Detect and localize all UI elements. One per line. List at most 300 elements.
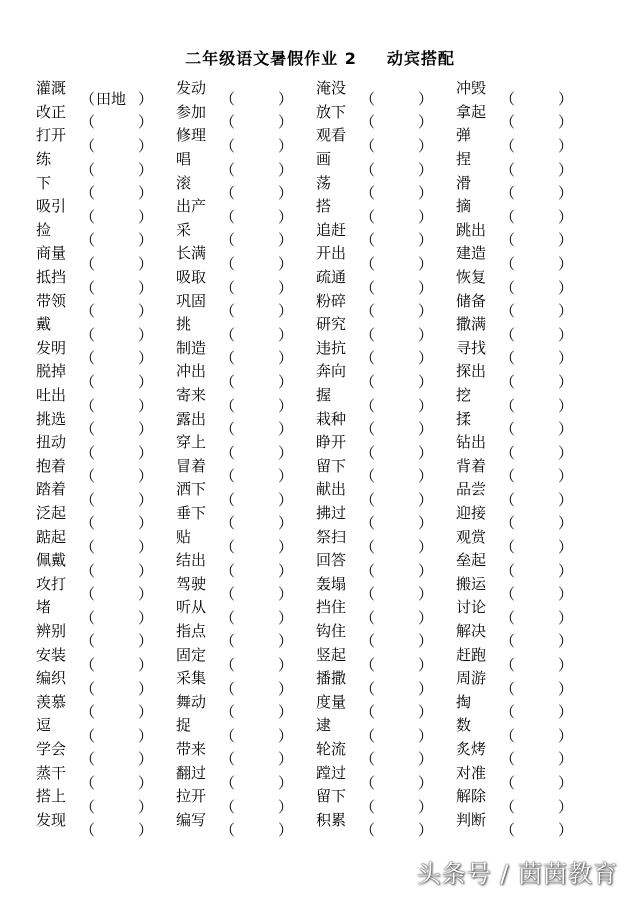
exercise-item	[456, 573, 596, 604]
exercise-item	[176, 266, 316, 297]
close-paren: ）	[558, 278, 574, 297]
exercise-item	[456, 667, 596, 698]
exercise-item	[316, 785, 456, 816]
open-paren: （	[500, 443, 516, 462]
exercise-item	[316, 714, 456, 745]
open-paren: （	[360, 821, 376, 840]
exercise-item	[176, 219, 316, 250]
verb-word: 挑选	[36, 409, 67, 428]
verb-word: 踏着	[36, 480, 67, 499]
exercise-item	[316, 549, 456, 580]
close-paren: ）	[138, 750, 154, 769]
close-paren: ）	[138, 184, 154, 203]
exercise-item	[456, 172, 596, 203]
open-paren: （	[500, 467, 516, 486]
open-paren: （	[220, 561, 236, 580]
open-paren: （	[500, 514, 516, 533]
exercise-item	[36, 172, 176, 203]
verb-word: 判断	[456, 810, 487, 829]
open-paren: （	[80, 372, 96, 391]
open-paren: （	[80, 726, 96, 745]
open-paren: （	[80, 325, 96, 344]
open-paren: （	[500, 349, 516, 368]
close-paren: ）	[278, 160, 294, 179]
exercise-item	[176, 313, 316, 344]
exercise-item	[456, 549, 596, 580]
close-paren: ）	[418, 490, 434, 509]
open-paren: （	[220, 207, 236, 226]
close-paren: ）	[418, 420, 434, 439]
close-paren: ）	[138, 632, 154, 651]
exercise-item	[316, 809, 456, 840]
close-paren: ）	[418, 821, 434, 840]
close-paren: ）	[278, 302, 294, 321]
exercise-item	[176, 762, 316, 793]
open-paren: （	[360, 726, 376, 745]
exercise-item	[456, 455, 596, 486]
verb-word: 观赏	[456, 527, 487, 546]
close-paren: ）	[558, 254, 574, 273]
verb-word: 结出	[176, 551, 207, 570]
exercise-item	[456, 148, 596, 179]
open-paren: （	[220, 538, 236, 557]
close-paren: ）	[278, 325, 294, 344]
exercise-item	[36, 478, 176, 509]
close-paren: ）	[278, 231, 294, 250]
exercise-row	[36, 76, 596, 108]
open-paren: （	[360, 396, 376, 415]
open-paren: （	[500, 136, 516, 155]
open-paren: （	[360, 136, 376, 155]
exercise-item	[456, 408, 596, 439]
verb-word: 垂下	[176, 503, 207, 522]
open-paren: （	[80, 254, 96, 273]
close-paren: ）	[278, 207, 294, 226]
close-paren: ）	[138, 420, 154, 439]
verb-word: 羡慕	[36, 692, 67, 711]
verb-word: 商量	[36, 244, 67, 263]
open-paren: （	[80, 136, 96, 155]
close-paren: ）	[278, 821, 294, 840]
verb-word: 堵	[36, 598, 52, 617]
verb-word: 观看	[316, 126, 347, 145]
close-paren: ）	[138, 490, 154, 509]
open-paren: （	[500, 231, 516, 250]
exercise-item	[36, 455, 176, 486]
exercise-item	[36, 337, 176, 368]
verb-word: 贴	[176, 527, 192, 546]
exercise-item	[176, 148, 316, 179]
exercise-item	[456, 242, 596, 273]
verb-word: 冲出	[176, 362, 207, 381]
exercise-item	[456, 478, 596, 509]
open-paren: （	[80, 585, 96, 604]
close-paren: ）	[558, 325, 574, 344]
title-main: 二年级语文暑假作业 2	[185, 49, 357, 68]
exercise-item	[456, 101, 596, 132]
open-paren: （	[220, 679, 236, 698]
exercise-item	[176, 360, 316, 391]
open-paren: （	[500, 254, 516, 273]
open-paren: （	[80, 656, 96, 675]
exercise-item	[36, 691, 176, 722]
close-paren: ）	[138, 325, 154, 344]
verb-word: 积累	[316, 810, 347, 829]
close-paren: ）	[138, 278, 154, 297]
close-paren: ）	[278, 797, 294, 816]
verb-word: 揉	[456, 409, 472, 428]
exercise-item	[36, 219, 176, 250]
verb-word: 讨论	[456, 598, 487, 617]
open-paren: （	[360, 207, 376, 226]
close-paren: ）	[418, 372, 434, 391]
open-paren: （	[500, 538, 516, 557]
close-paren: ）	[138, 349, 154, 368]
close-paren: ）	[138, 89, 154, 108]
open-paren: （	[360, 372, 376, 391]
close-paren: ）	[138, 396, 154, 415]
exercise-item	[36, 549, 176, 580]
exercise-item	[316, 384, 456, 415]
exercise-item	[456, 124, 596, 155]
verb-word: 钩住	[316, 621, 347, 640]
close-paren: ）	[138, 443, 154, 462]
exercise-item	[316, 691, 456, 722]
open-paren: （	[80, 703, 96, 722]
exercise-item	[36, 573, 176, 604]
open-paren: （	[220, 632, 236, 651]
close-paren: ）	[278, 490, 294, 509]
exercise-item	[316, 762, 456, 793]
verb-word: 带来	[176, 739, 207, 758]
open-paren: （	[360, 703, 376, 722]
verb-word: 解决	[456, 621, 487, 640]
verb-word: 滚	[176, 173, 192, 192]
exercise-item	[176, 526, 316, 557]
close-paren: ）	[138, 302, 154, 321]
open-paren: （	[220, 585, 236, 604]
verb-word: 研究	[316, 315, 347, 334]
close-paren: ）	[278, 679, 294, 698]
open-paren: （	[360, 632, 376, 651]
open-paren: （	[80, 231, 96, 250]
open-paren: （	[500, 608, 516, 627]
close-paren: ）	[558, 726, 574, 745]
exercise-item	[176, 455, 316, 486]
close-paren: ）	[558, 703, 574, 722]
open-paren: （	[80, 349, 96, 368]
exercise-item	[456, 738, 596, 769]
verb-word: 泛起	[36, 503, 67, 522]
verb-word: 修理	[176, 126, 207, 145]
close-paren: ）	[558, 608, 574, 627]
close-paren: ）	[418, 160, 434, 179]
open-paren: （	[500, 750, 516, 769]
verb-word: 逮	[316, 716, 332, 735]
exercise-item	[316, 644, 456, 675]
open-paren: （	[360, 656, 376, 675]
verb-word: 捉	[176, 716, 192, 735]
verb-word: 逗	[36, 716, 52, 735]
verb-word: 迎接	[456, 503, 487, 522]
exercise-item	[176, 124, 316, 155]
close-paren: ）	[558, 467, 574, 486]
open-paren: （	[360, 538, 376, 557]
verb-word: 疏通	[316, 268, 347, 287]
open-paren: （	[80, 561, 96, 580]
open-paren: （	[360, 750, 376, 769]
open-paren: （	[80, 278, 96, 297]
verb-word: 学会	[36, 739, 67, 758]
open-paren: （	[220, 113, 236, 132]
exercise-item	[176, 785, 316, 816]
open-paren: （	[80, 679, 96, 698]
close-paren: ）	[558, 774, 574, 793]
open-paren: （	[220, 325, 236, 344]
close-paren: ）	[138, 538, 154, 557]
open-paren: （	[360, 278, 376, 297]
close-paren: ）	[138, 514, 154, 533]
title-subtitle: 动宾搭配	[386, 49, 455, 68]
close-paren: ）	[418, 514, 434, 533]
open-paren: （	[500, 278, 516, 297]
close-paren: ）	[558, 349, 574, 368]
exercise-grid	[36, 76, 596, 840]
open-paren: （	[500, 396, 516, 415]
verb-word: 开出	[316, 244, 347, 263]
exercise-item	[36, 526, 176, 557]
open-paren: （	[220, 608, 236, 627]
open-paren: （	[80, 207, 96, 226]
close-paren: ）	[278, 136, 294, 155]
verb-word: 抵挡	[36, 268, 67, 287]
close-paren: ）	[278, 372, 294, 391]
exercise-item	[176, 101, 316, 132]
verb-word: 发明	[36, 338, 67, 357]
exercise-item	[36, 242, 176, 273]
close-paren: ）	[418, 774, 434, 793]
exercise-item	[456, 219, 596, 250]
exercise-item	[316, 124, 456, 155]
close-paren: ）	[558, 514, 574, 533]
exercise-item	[36, 809, 176, 840]
close-paren: ）	[558, 632, 574, 651]
close-paren: ）	[558, 679, 574, 698]
close-paren: ）	[278, 443, 294, 462]
open-paren: （	[80, 821, 96, 840]
close-paren: ）	[558, 372, 574, 391]
exercise-item	[36, 124, 176, 155]
exercise-item	[456, 785, 596, 816]
exercise-item	[176, 573, 316, 604]
verb-word: 拉开	[176, 787, 207, 806]
verb-word: 寄来	[176, 386, 207, 405]
verb-word: 握	[316, 386, 332, 405]
verb-word: 吸取	[176, 268, 207, 287]
close-paren: ）	[278, 514, 294, 533]
open-paren: （	[360, 420, 376, 439]
verb-word: 搬运	[456, 574, 487, 593]
close-paren: ）	[138, 656, 154, 675]
open-paren: （	[220, 254, 236, 273]
exercise-item	[456, 644, 596, 675]
verb-word: 灌溉	[36, 79, 67, 98]
close-paren: ）	[558, 160, 574, 179]
close-paren: ）	[138, 231, 154, 250]
close-paren: ）	[418, 608, 434, 627]
exercise-item	[456, 526, 596, 557]
open-paren: （	[500, 302, 516, 321]
verb-word: 周游	[456, 669, 487, 688]
exercise-item	[36, 266, 176, 297]
verb-word: 撒满	[456, 315, 487, 334]
open-paren: （	[360, 514, 376, 533]
open-paren: （	[80, 160, 96, 179]
verb-word: 留下	[316, 787, 347, 806]
close-paren: ）	[138, 585, 154, 604]
verb-word: 练	[36, 150, 52, 169]
open-paren: （	[500, 703, 516, 722]
watermark: 头条号 / 茵茵教育	[416, 860, 618, 888]
exercise-item	[36, 195, 176, 226]
exercise-item	[176, 620, 316, 651]
exercise-item	[456, 502, 596, 533]
verb-word: 寻找	[456, 338, 487, 357]
exercise-item	[176, 172, 316, 203]
open-paren: （	[360, 561, 376, 580]
exercise-item	[316, 101, 456, 132]
open-paren: （	[80, 302, 96, 321]
verb-word: 蒸干	[36, 763, 67, 782]
close-paren: ）	[278, 184, 294, 203]
exercise-item	[316, 455, 456, 486]
verb-word: 垒起	[456, 551, 487, 570]
verb-word: 挡住	[316, 598, 347, 617]
close-paren: ）	[418, 703, 434, 722]
open-paren: （	[360, 467, 376, 486]
close-paren: ）	[558, 184, 574, 203]
verb-word: 捡	[36, 220, 52, 239]
open-paren: （	[360, 231, 376, 250]
verb-word: 采集	[176, 669, 207, 688]
close-paren: ）	[558, 420, 574, 439]
open-paren: （	[80, 750, 96, 769]
close-paren: ）	[278, 538, 294, 557]
close-paren: ）	[278, 750, 294, 769]
exercise-item	[316, 219, 456, 250]
close-paren: ）	[418, 561, 434, 580]
exercise-item	[176, 667, 316, 698]
exercise-item	[176, 77, 316, 108]
verb-word: 对准	[456, 763, 487, 782]
verb-word: 栽种	[316, 409, 347, 428]
exercise-item	[316, 596, 456, 627]
exercise-item	[176, 596, 316, 627]
open-paren: （	[360, 679, 376, 698]
close-paren: ）	[138, 113, 154, 132]
exercise-item	[456, 809, 596, 840]
open-paren: （	[220, 774, 236, 793]
exercise-item	[316, 738, 456, 769]
close-paren: ）	[558, 750, 574, 769]
verb-word: 画	[316, 150, 332, 169]
verb-word: 放下	[316, 102, 347, 121]
verb-word: 奔向	[316, 362, 347, 381]
exercise-item	[456, 762, 596, 793]
close-paren: ）	[138, 160, 154, 179]
verb-word: 抱着	[36, 456, 67, 475]
close-paren: ）	[418, 585, 434, 604]
close-paren: ）	[418, 632, 434, 651]
verb-word: 安装	[36, 645, 67, 664]
close-paren: ）	[558, 231, 574, 250]
verb-word: 挖	[456, 386, 472, 405]
close-paren: ）	[138, 703, 154, 722]
open-paren: （	[500, 490, 516, 509]
verb-word: 踮起	[36, 527, 67, 546]
verb-word: 建造	[456, 244, 487, 263]
close-paren: ）	[278, 632, 294, 651]
exercise-item	[316, 242, 456, 273]
close-paren: ）	[418, 467, 434, 486]
exercise-item	[316, 266, 456, 297]
open-paren: （	[360, 254, 376, 273]
open-paren: （	[360, 89, 376, 108]
exercise-item	[316, 337, 456, 368]
open-paren: （	[220, 278, 236, 297]
verb-word: 制造	[176, 338, 207, 357]
open-paren: （	[360, 585, 376, 604]
close-paren: ）	[138, 561, 154, 580]
exercise-item	[36, 148, 176, 179]
open-paren: （	[80, 420, 96, 439]
verb-word: 下	[36, 173, 52, 192]
exercise-item	[36, 785, 176, 816]
verb-word: 冲毁	[456, 79, 487, 98]
open-paren: （	[220, 302, 236, 321]
open-paren: （	[80, 632, 96, 651]
verb-word: 编织	[36, 669, 67, 688]
close-paren: ）	[558, 490, 574, 509]
verb-word: 佩戴	[36, 551, 67, 570]
verb-word: 发现	[36, 810, 67, 829]
close-paren: ）	[138, 774, 154, 793]
open-paren: （	[80, 538, 96, 557]
close-paren: ）	[278, 585, 294, 604]
close-paren: ）	[278, 420, 294, 439]
exercise-item	[316, 408, 456, 439]
open-paren: （	[80, 467, 96, 486]
close-paren: ）	[278, 396, 294, 415]
close-paren: ）	[278, 656, 294, 675]
open-paren: （	[360, 325, 376, 344]
verb-word: 唱	[176, 150, 192, 169]
verb-word: 挑	[176, 315, 192, 334]
verb-word: 长满	[176, 244, 207, 263]
open-paren: （	[220, 420, 236, 439]
open-paren: （	[500, 656, 516, 675]
open-paren: （	[80, 608, 96, 627]
close-paren: ）	[418, 207, 434, 226]
exercise-item	[36, 667, 176, 698]
exercise-item	[176, 478, 316, 509]
open-paren: （	[80, 184, 96, 203]
verb-word: 品尝	[456, 480, 487, 499]
close-paren: ）	[558, 561, 574, 580]
verb-word: 淹没	[316, 79, 347, 98]
verb-word: 脱掉	[36, 362, 67, 381]
open-paren: （	[80, 514, 96, 533]
